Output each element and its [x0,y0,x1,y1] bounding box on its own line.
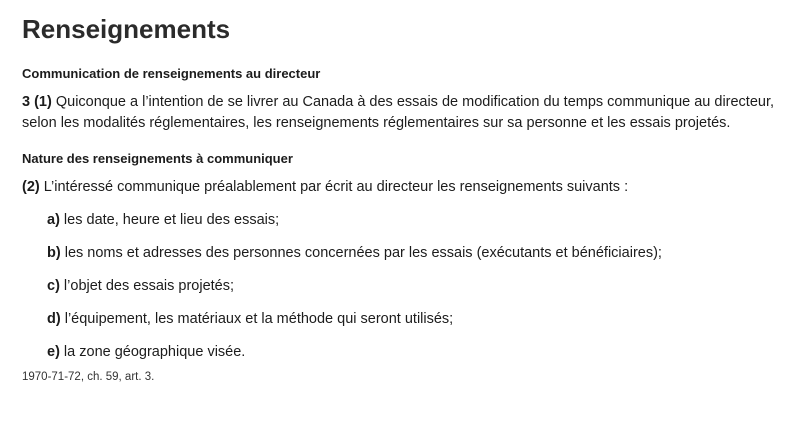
subsection-2-text: L’intéressé communique préalablement par écrit au directeur les renseignements suivants : [39,179,629,195]
paragraph-list [22,210,778,363]
item-text: l’objet des essais projetés; [59,278,234,294]
item-text: les noms et adresses des personnes concernées par les essais (exécutants et bénéficiaires); [60,245,662,261]
item-label: c) [47,278,60,294]
item-text: la zone géographique visée. [59,344,246,360]
item-text: les date, heure et lieu des essais; [59,212,280,228]
marginal-note-subsection-2: Nature des renseignements à communiquer [22,151,293,166]
section-3-text: Quiconque a l’intention de se livrer au Canada à des essais de modification du temps communique au directeur, selon les modalités réglementaires, les renseignements réglementaires sur sa personne et les essais projetés. [22,94,775,131]
list-item [47,210,778,231]
item-label: e) [47,344,60,360]
subsection-2-label: (2) [22,179,40,195]
page-title: Renseignements [22,14,231,44]
section-3-label: 3 (1) [22,94,52,110]
item-label: b) [47,245,61,261]
list-item [47,276,778,297]
list-item [47,243,778,264]
item-label: d) [47,311,61,327]
list-item [47,342,778,363]
subsection-2-paragraph [22,177,778,198]
section-3-paragraph [22,92,778,134]
history-note: 1970-71-72, ch. 59, art. 3. [22,371,155,383]
item-text: l’équipement, les matériaux et la méthode qui seront utilisés; [60,311,454,327]
item-label: a) [47,212,60,228]
list-item [47,309,778,330]
marginal-note-section-3: Communication de renseignements au directeur [22,66,321,81]
